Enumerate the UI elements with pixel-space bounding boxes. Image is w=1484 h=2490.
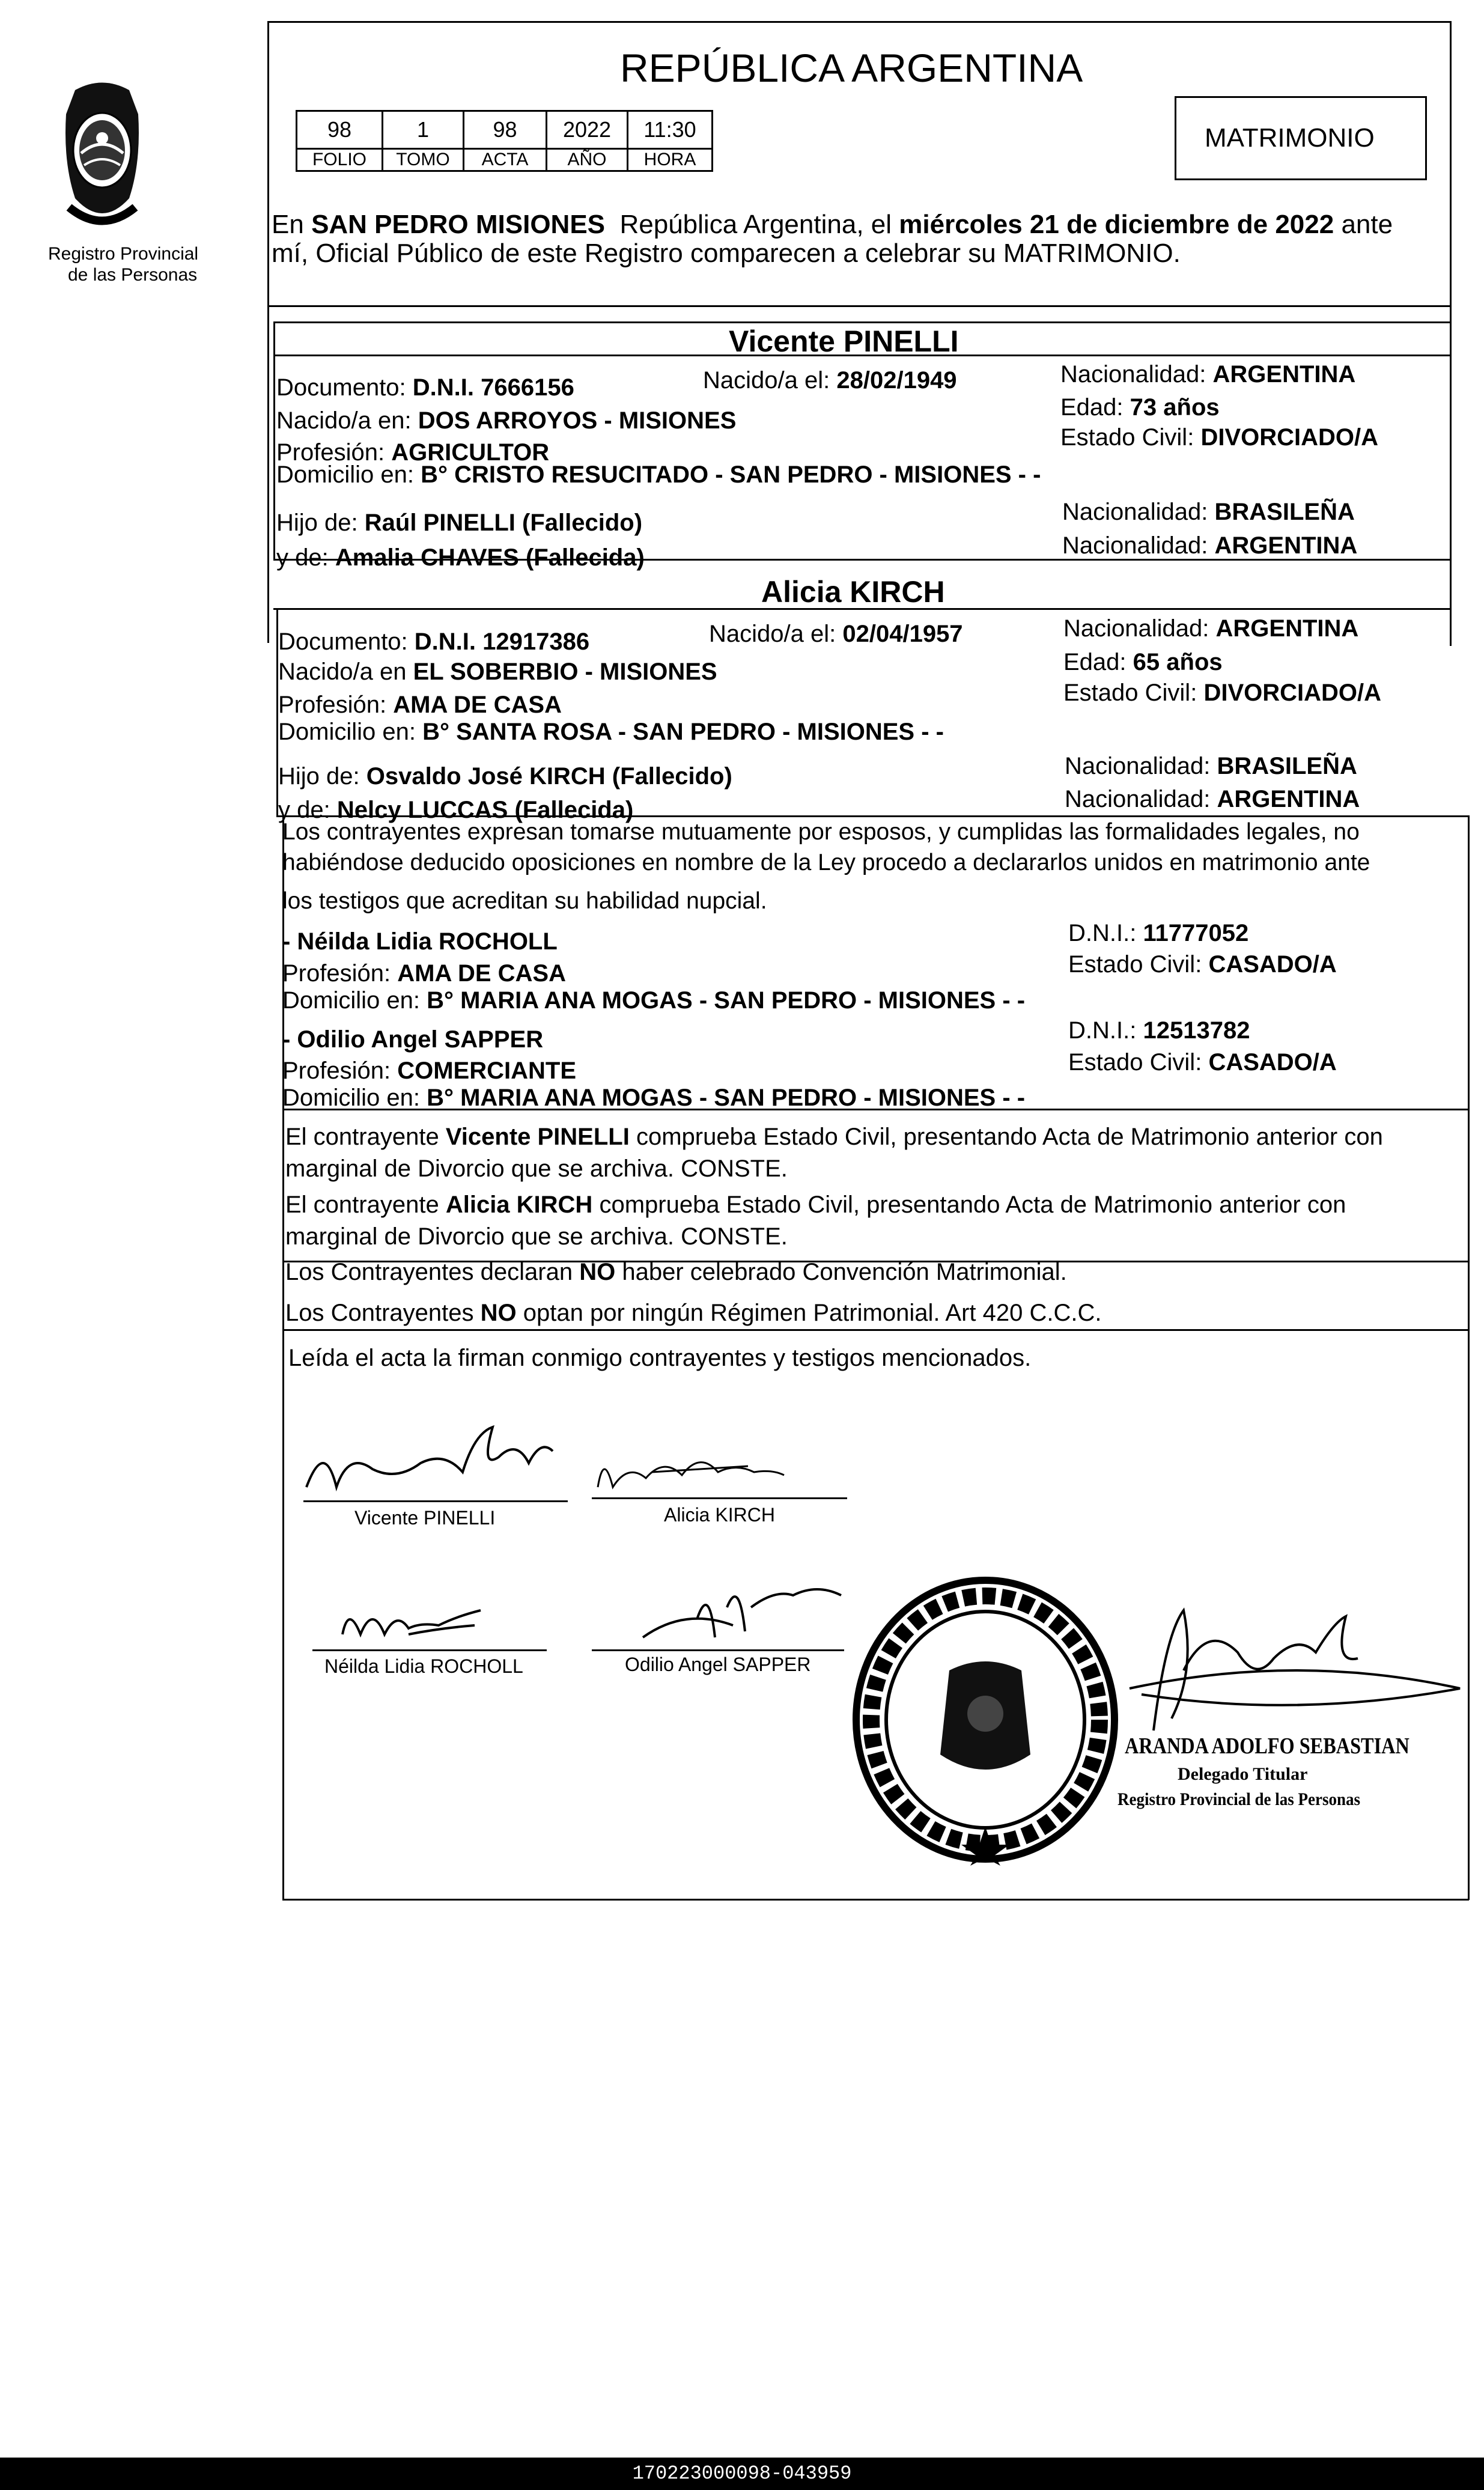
registry-caption-line1: Registro Provincial: [48, 244, 199, 264]
witness2-estado-civil: Estado Civil: CASADO/A: [1068, 1049, 1337, 1076]
civil-status-2-line2: marginal de Divorcio que se archiva. CONSTE.: [285, 1223, 788, 1250]
divider-intro: [267, 305, 1451, 307]
tomo-value: 1: [383, 111, 464, 149]
intro-line1: En SAN PEDRO MISIONES República Argentina, el miércoles 21 de diciembre de 2022 ante: [272, 210, 1393, 239]
spouse1-nacido-el: Nacido/a el: 28/02/1949: [703, 367, 957, 394]
intro-line2: mí, Oficial Público de este Registro comparecen a celebrar su MATRIMONIO.: [272, 239, 1181, 268]
country-title: REPÚBLICA ARGENTINA: [620, 46, 1083, 90]
frame-right: [1450, 21, 1452, 646]
spouse1-domicilio: Domicilio en: B° CRISTO RESUCITADO - SAN PEDRO - MISIONES - -: [276, 461, 1041, 488]
witness1-dni: D.N.I.: 11777052: [1068, 920, 1249, 946]
signature-line-w2: [592, 1649, 844, 1651]
acta-label: ACTA: [464, 149, 547, 171]
spouse2-name: Alicia KIRCH: [761, 575, 945, 609]
witness2-profesion: Profesión: COMERCIANTE: [282, 1058, 577, 1084]
divider-spouse1-title-top: [273, 321, 1451, 323]
spouse1-mother-nationality: Nacionalidad: ARGENTINA: [1062, 532, 1358, 559]
closing-statement: Leída el acta la firman conmigo contrayentes y testigos mencionados.: [288, 1345, 1032, 1371]
registry-caption-line2: de las Personas: [68, 265, 198, 285]
spouse2-mother: y de: Nelcy LUCCAS (Fallecida): [278, 797, 634, 823]
spouse2-profesion: Profesión: AMA DE CASA: [278, 692, 562, 718]
spouse2-documento: Documento: D.N.I. 12917386: [278, 629, 590, 655]
spouse2-domicilio: Domicilio en: B° SANTA ROSA - SAN PEDRO - MISIONES - -: [278, 719, 944, 745]
folio-value: 98: [297, 111, 383, 149]
signature-caption-s1: Vicente PINELLI: [354, 1507, 496, 1529]
divider-closing: [282, 1329, 1469, 1331]
witness2-domicilio: Domicilio en: B° MARIA ANA MOGAS - SAN PEDRO - MISIONES - -: [282, 1085, 1026, 1111]
spouse1-name: Vicente PINELLI: [729, 324, 959, 358]
signature-caption-s2: Alicia KIRCH: [664, 1504, 775, 1526]
signature-line-s1: [303, 1500, 568, 1502]
spouse2-father-nationality: Nacionalidad: BRASILEÑA: [1065, 753, 1357, 779]
frame-left-spouse1: [273, 321, 275, 559]
civil-status-2-line1: El contrayente Alicia KIRCH comprueba Estado Civil, presentando Acta de Matrimonio anterior con: [285, 1192, 1346, 1218]
frame-bottom: [282, 1899, 1469, 1901]
footer-code: 170223000098-043959: [632, 2462, 852, 2485]
spouse2-nacido-el: Nacido/a el: 02/04/1957: [709, 621, 963, 647]
witness1-profesion: Profesión: AMA DE CASA: [282, 960, 566, 987]
spouse1-edad: Edad: 73 años: [1060, 394, 1220, 421]
anio-value: 2022: [547, 111, 628, 149]
civil-status-1-line2: marginal de Divorcio que se archiva. CONSTE.: [285, 1155, 788, 1182]
declaration-line1: Los contrayentes expresan tomarse mutuamente por esposos, y cumplidas las formalidades legales, no: [282, 819, 1360, 845]
officer-title: Delegado Titular: [1178, 1764, 1308, 1784]
frame-left-top: [267, 21, 269, 643]
spouse1-documento: Documento: D.N.I. 7666156: [276, 374, 574, 401]
witness1-estado-civil: Estado Civil: CASADO/A: [1068, 951, 1337, 978]
spouse1-father-nationality: Nacionalidad: BRASILEÑA: [1062, 499, 1355, 525]
signature-odilio-sapper: [637, 1571, 853, 1655]
officer-signature: [1118, 1598, 1466, 1743]
spouse2-estado-civil: Estado Civil: DIVORCIADO/A: [1063, 680, 1382, 706]
spouse2-nacido-en: Nacido/a en EL SOBERBIO - MISIONES: [278, 659, 717, 685]
spouse1-mother: y de: Amalia CHAVES (Fallecida): [276, 544, 645, 571]
hora-label: HORA: [628, 149, 713, 171]
officer-name: ARANDA ADOLFO SEBASTIAN: [1125, 1734, 1409, 1759]
spouse1-estado-civil: Estado Civil: DIVORCIADO/A: [1060, 424, 1379, 451]
signature-caption-w2: Odilio Angel SAPPER: [625, 1654, 811, 1675]
reference-table: [296, 110, 713, 172]
signature-alicia-kirch: [592, 1445, 796, 1499]
convention-line2: Los Contrayentes NO optan por ningún Régimen Patrimonial. Art 420 C.C.C.: [285, 1300, 1102, 1326]
acta-value: 98: [464, 111, 547, 149]
act-type: MATRIMONIO: [1205, 123, 1375, 153]
spouse2-edad: Edad: 65 años: [1063, 649, 1223, 675]
witness1-name: - Néilda Lidia ROCHOLL: [282, 928, 558, 955]
convention-line1: Los Contrayentes declaran NO haber celebrado Convención Matrimonial.: [285, 1259, 1067, 1285]
spouse1-profesion: Profesión: AGRICULTOR: [276, 439, 550, 466]
officer-office: Registro Provincial de las Personas: [1118, 1789, 1360, 1809]
signature-vicente-pinelli: [300, 1415, 565, 1505]
spouse2-mother-nationality: Nacionalidad: ARGENTINA: [1065, 786, 1360, 812]
signature-neilda-rocholl: [336, 1592, 493, 1652]
witness1-domicilio: Domicilio en: B° MARIA ANA MOGAS - SAN PEDRO - MISIONES - -: [282, 987, 1026, 1014]
witness2-dni: D.N.I.: 12513782: [1068, 1017, 1250, 1044]
frame-top: [267, 21, 1451, 23]
anio-label: AÑO: [547, 149, 628, 171]
province-logo: [57, 78, 147, 234]
declaration-line3: los testigos que acreditan su habilidad nupcial.: [282, 888, 767, 914]
witness2-name: - Odilio Angel SAPPER: [282, 1026, 544, 1053]
spouse1-father: Hijo de: Raúl PINELLI (Fallecido): [276, 510, 643, 536]
frame-right-lower: [1468, 815, 1470, 1900]
spouse2-nacionalidad: Nacionalidad: ARGENTINA: [1063, 615, 1359, 642]
declaration-line2: habiéndose deducido oposiciones en nombre de la Ley procedo a declararlos unidos en matrimonio ante: [282, 850, 1370, 875]
signature-line-w1: [312, 1649, 547, 1651]
hora-value: 11:30: [628, 111, 713, 149]
folio-label: FOLIO: [297, 149, 383, 171]
spouse1-nacionalidad: Nacionalidad: ARGENTINA: [1060, 361, 1356, 388]
signature-caption-w1: Néilda Lidia ROCHOLL: [324, 1655, 523, 1677]
signature-line-s2: [592, 1497, 847, 1499]
civil-status-1-line1: El contrayente Vicente PINELLI comprueba Estado Civil, presentando Acta de Matrimonio anterior con: [285, 1124, 1383, 1150]
official-stamp: [850, 1574, 1121, 1866]
tomo-label: TOMO: [383, 149, 464, 171]
spouse2-father: Hijo de: Osvaldo José KIRCH (Fallecido): [278, 763, 732, 790]
spouse1-nacido-en: Nacido/a en: DOS ARROYOS - MISIONES: [276, 407, 737, 434]
